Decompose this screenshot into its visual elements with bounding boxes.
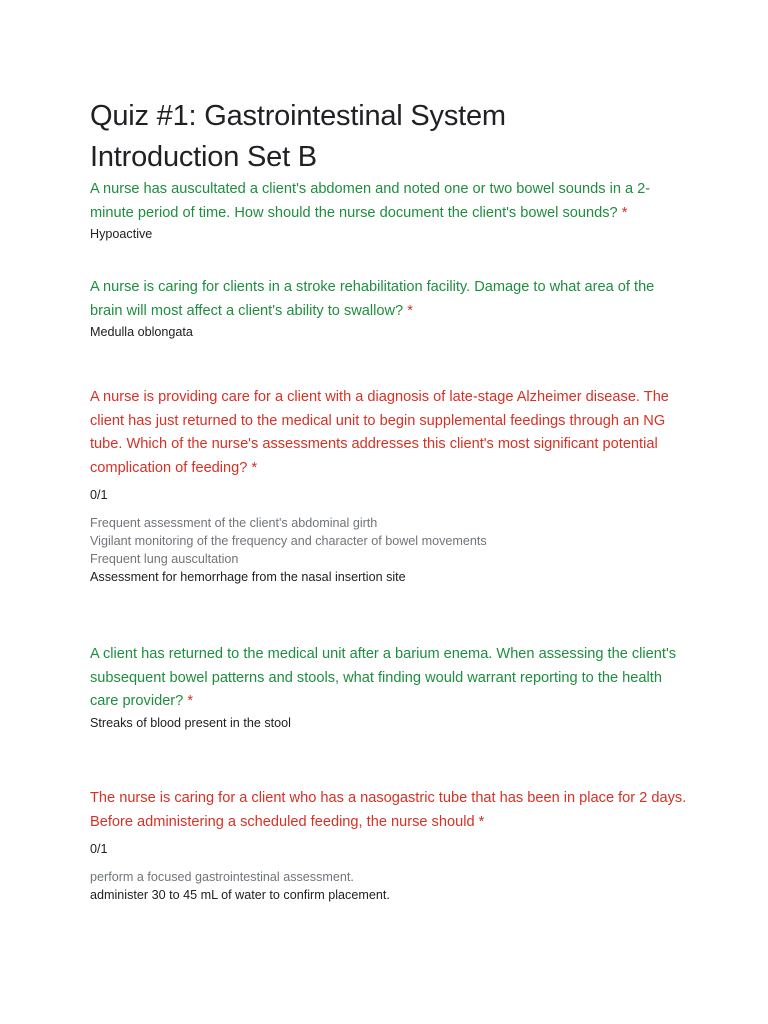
required-asterisk: * <box>478 813 485 830</box>
question-2-text <box>90 276 690 323</box>
question-1 <box>90 178 690 243</box>
question-5-option-selected: administer 30 to 45 mL of water to confirm placement. <box>90 888 390 902</box>
question-5-text <box>90 787 690 834</box>
question-3-option: Vigilant monitoring of the frequency and character of bowel movements <box>90 534 487 548</box>
question-3-option: Frequent assessment of the client's abdominal girth <box>90 516 378 530</box>
quiz-page <box>90 96 690 902</box>
question-3-prompt: A nurse is providing care for a client with a diagnosis of late-stage Alzheimer disease. The client has just returned to the medical unit to begin supplemental feedings through an NG tube. Which of the nurse's assessments addresses this client's most significant potential complication of feeding? <box>90 389 669 476</box>
required-asterisk: * <box>621 204 628 221</box>
question-2-answer: Medulla oblongata <box>90 325 193 339</box>
question-3-options <box>90 514 690 586</box>
question-2-prompt: A nurse is caring for clients in a stroke rehabilitation facility. Damage to what area of the brain will most affect a client's ability to swallow? <box>90 279 655 319</box>
question-1-prompt: A nurse has auscultated a client's abdomen and noted one or two bowel sounds in a 2-minute period of time. How should the nurse document the client's bowel sounds? <box>90 181 651 221</box>
question-4-prompt: A client has returned to the medical unit after a barium enema. When assessing the client's subsequent bowel patterns and stools, what finding would warrant reporting to the health care provider? <box>90 646 677 709</box>
question-3-score: 0/1 <box>90 488 108 502</box>
question-5-option: perform a focused gastrointestinal assessment. <box>90 870 354 884</box>
question-3 <box>90 386 690 586</box>
question-5 <box>90 787 690 904</box>
quiz-title-line1: Quiz #1: Gastrointestinal System <box>90 100 506 132</box>
required-asterisk: * <box>251 459 258 476</box>
question-1-answer: Hypoactive <box>90 227 153 241</box>
question-4 <box>90 643 690 732</box>
question-5-options <box>90 868 690 904</box>
quiz-title-line2: Introduction Set B <box>90 141 317 173</box>
question-3-option-selected: Assessment for hemorrhage from the nasal insertion site <box>90 570 406 584</box>
question-1-text <box>90 178 690 225</box>
question-4-text <box>90 643 690 714</box>
question-3-option: Frequent lung auscultation <box>90 552 239 566</box>
required-asterisk: * <box>187 693 194 709</box>
required-asterisk: * <box>407 302 413 319</box>
question-4-answer: Streaks of blood present in the stool <box>90 715 291 730</box>
question-5-prompt: The nurse is caring for a client who has a nasogastric tube that has been in place for 2 days. Before administering a scheduled feeding, the nurse should <box>90 790 687 830</box>
question-5-score: 0/1 <box>90 842 108 856</box>
question-2 <box>90 276 690 341</box>
quiz-title <box>90 96 690 178</box>
question-3-text <box>90 386 690 480</box>
